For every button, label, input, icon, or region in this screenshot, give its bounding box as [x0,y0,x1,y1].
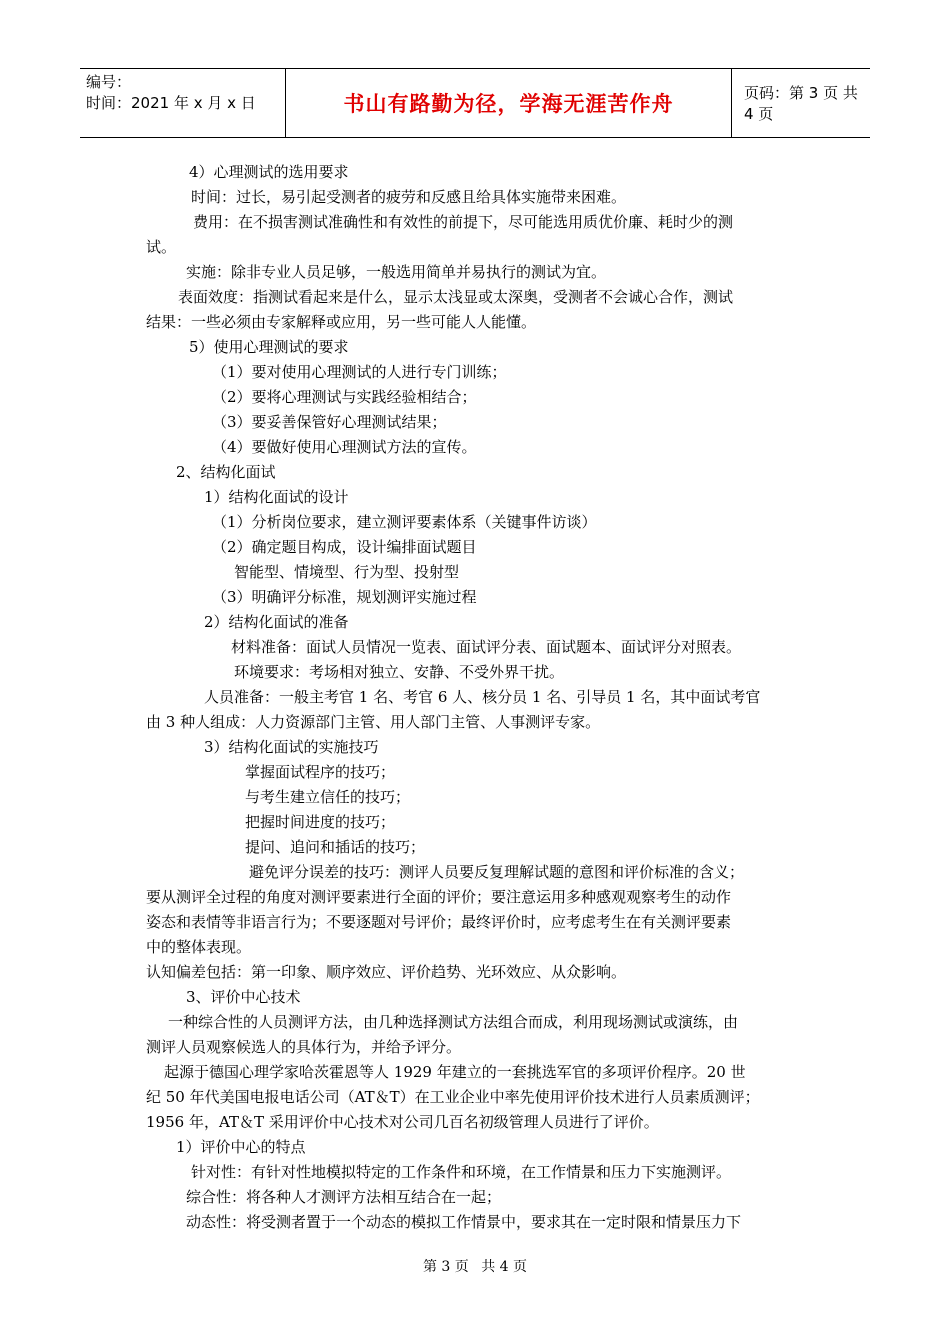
header-motto: 书山有路勤为径，学海无涯苦作舟 [343,92,674,116]
footer-page-number: 第 3 页 [422,1259,469,1275]
paragraph-face-validity-cont: 结果：一些必须由专家解释或应用，另一些可能人人能懂。 [146,313,537,331]
paragraph-cost-cont: 试。 [146,238,177,256]
list-item: （3）要妥善保管好心理测试结果； [212,413,447,431]
paragraph-personnel: 人员准备：一般主考官 1 名、考官 6 人、核分员 1 名、引导员 1 名，其中面试考官 [204,688,761,706]
list-item: 掌握面试程序的技巧； [245,763,396,781]
heading-interview-techniques: 3）结构化面试的实施技巧 [204,738,379,756]
paragraph-origin: 起源于德国心理学家哈茨霍恩等人 1929 年建立的一套挑选军官的多项评价程序。20 世 [164,1063,746,1081]
paragraph-scoring-error-cont: 中的整体表现。 [146,938,252,956]
heading-assessment-features: 1）评价中心的特点 [176,1138,306,1156]
list-item: （1）分析岗位要求，建立测评要素体系（关键事件访谈） [212,513,597,531]
list-item: （4）要做好使用心理测试方法的宣传。 [212,438,477,456]
list-item: （3）明确评分标准，规划测评实施过程 [212,588,477,606]
page-footer [0,1256,950,1276]
page-header [80,68,870,138]
paragraph-origin-cont: 1956 年，AT＆T 采用评价中心技术对公司几百名初级管理人员进行了评价。 [146,1113,659,1131]
paragraph-pertinence: 针对性：有针对性地模拟特定的工作条件和环境，在工作情景和压力下实施测评。 [191,1163,732,1181]
paragraph-dynamism: 动态性：将受测者置于一个动态的模拟工作情景中，要求其在一定时限和情景压力下 [186,1213,742,1231]
list-item: 把握时间进度的技巧； [245,813,396,831]
paragraph-definition: 一种综合性的人员测评方法，由几种选择测试方法组合而成，利用现场测试或演练，由 [168,1013,739,1031]
heading-interview-preparation: 2）结构化面试的准备 [204,613,349,631]
section-heading-assessment-center: 3、评价中心技术 [186,988,301,1006]
paragraph-face-validity: 表面效度：指测试看起来是什么，显示太浅显或太深奥，受测者不会诚心合作，测试 [178,288,734,306]
paragraph-cognitive-bias: 认知偏差包括：第一印象、顺序效应、评价趋势、光环效应、从众影响。 [146,963,627,981]
paragraph-scoring-error-cont: 姿态和表情等非语言行为；不要逐题对号评价；最终评价时，应考虑考生在有关测评要素 [146,913,732,931]
header-page-info: 页码：第 3 页 共 4 页 [744,84,858,123]
paragraph-origin-cont: 纪 50 年代美国电报电话公司（AT＆T）在工业企业中率先使用评价技术进行人员素质测评； [146,1088,760,1106]
paragraph-cost: 费用：在不损害测试准确性和有效性的前提下，尽可能选用质优价廉、耗时少的测 [193,213,734,231]
document-number-label: 编号： [86,73,132,91]
paragraph-time: 时间：过长，易引起受测者的疲劳和反感且给具体实施带来困难。 [191,188,627,206]
paragraph-comprehensiveness: 综合性：将各种人才测评方法相互结合在一起； [186,1188,502,1206]
list-item: 与考生建立信任的技巧； [245,788,411,806]
paragraph-scoring-error: 避免评分误差的技巧：测评人员要反复理解试题的意图和评价标准的含义； [249,863,745,881]
list-item-detail: 智能型、情境型、行为型、投射型 [234,563,460,581]
list-item: （1）要对使用心理测试的人进行专门训练； [212,363,507,381]
paragraph-implementation: 实施：除非专业人员足够，一般选用简单并易执行的测试为宜。 [186,263,607,281]
header-motto-cell [285,69,732,137]
list-item: （2）要将心理测试与实践经验相结合； [212,388,477,406]
list-item: （2）确定题目构成，设计编排面试题目 [212,538,477,556]
document-date-label: 时间：2021 年 x 月 x 日 [86,94,256,112]
heading-psych-test-usage: 5）使用心理测试的要求 [189,338,349,356]
footer-total-pages: 共 4 页 [481,1259,528,1275]
section-heading-structured-interview: 2、结构化面试 [176,463,276,481]
paragraph-materials: 材料准备：面试人员情况一览表、面试评分表、面试题本、面试评分对照表。 [231,638,742,656]
paragraph-personnel-cont: 由 3 种人组成：人力资源部门主管、用人部门主管、人事测评专家。 [146,713,601,731]
header-meta [80,69,285,137]
paragraph-scoring-error-cont: 要从测评全过程的角度对测评要素进行全面的评价；要注意运用多种感观观察考生的动作 [146,888,732,906]
heading-interview-design: 1）结构化面试的设计 [204,488,349,506]
paragraph-environment: 环境要求：考场相对独立、安静、不受外界干扰。 [234,663,565,681]
heading-psych-test-selection: 4）心理测试的选用要求 [189,163,349,181]
paragraph-definition-cont: 测评人员观察候选人的具体行为，并给予评分。 [146,1038,462,1056]
list-item: 提问、追问和插话的技巧； [245,838,426,856]
